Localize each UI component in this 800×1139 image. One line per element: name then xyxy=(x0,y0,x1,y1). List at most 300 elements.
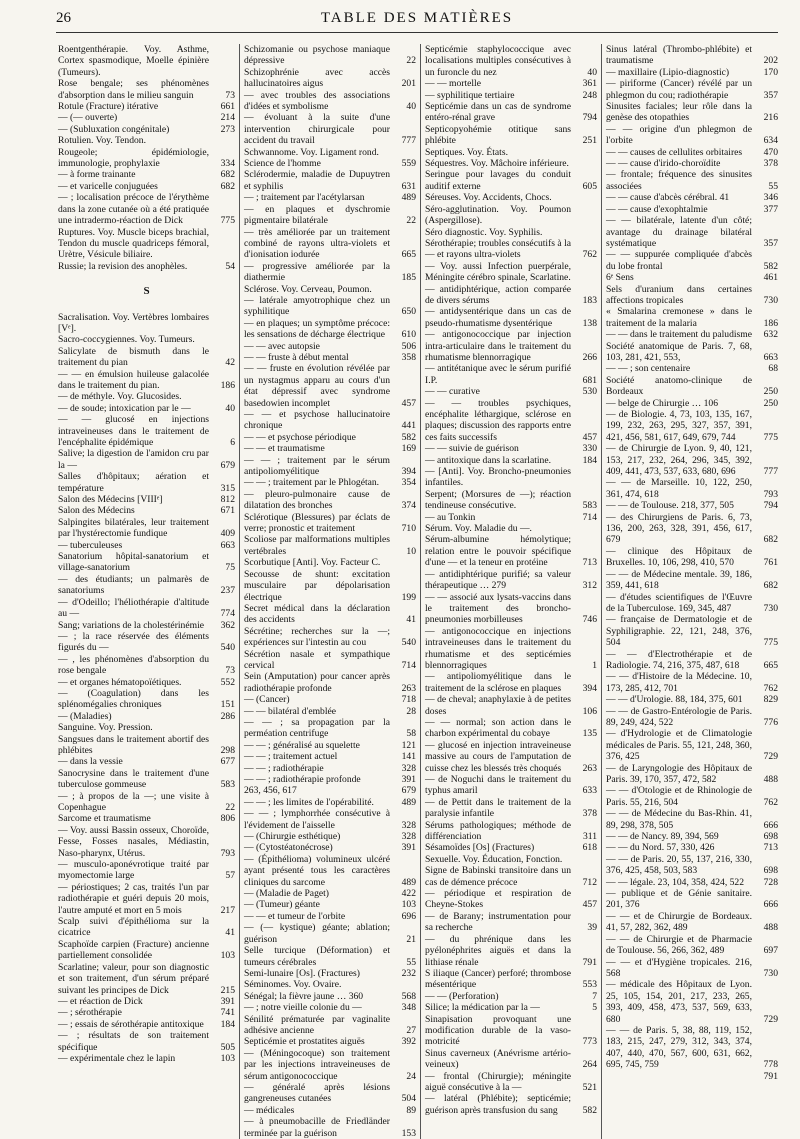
index-entry xyxy=(58,734,235,757)
index-entry xyxy=(58,471,235,494)
index-entry xyxy=(58,825,235,859)
index-entry xyxy=(244,67,416,90)
index-entry-text: — médicale des Hôpitaux de Lyon. 25, 105, 154, 201, 217, 233, 265, 393, 409, 458, 473, 537, 569, 633, 680 xyxy=(606,979,752,1025)
index-entry-text: — très améliorée par un traitement combiné de rayons ultra-violets et d'ionisation iodurée xyxy=(244,226,390,261)
index-entry-text: — Voy. aussi Bassin osseux, Choroïde, Fesse, Fosses nasales, Médiastin, Naso-pharynx, Utérus. xyxy=(58,824,209,859)
index-entry xyxy=(58,540,235,551)
index-entry xyxy=(244,717,416,740)
index-entry-text: Rotulien. Voy. Tendon. xyxy=(58,135,146,147)
index-entry-text: Sanguine. Voy. Pression. xyxy=(58,722,153,734)
index-entry-text: Scalp suivi d'épithélioma sur la cicatrice xyxy=(58,916,209,939)
index-entry xyxy=(244,512,416,535)
index-entry-text: Sécrétine; recherches sur la —; expériences sur l'intestin au cou xyxy=(244,625,390,649)
index-entry-text: — antipoliomyélitique dans le traitement de la sclérose en plaques xyxy=(425,671,571,694)
index-entry-text: — au Tonkin xyxy=(425,511,476,523)
index-entry-text: Sérums pathologiques; méthode de différenciation xyxy=(425,819,571,843)
index-entry-text: — antidiphtérique, action comparée de divers sérums xyxy=(425,283,571,306)
index-entry-page: 778 xyxy=(763,1059,778,1071)
index-entry-text: — latéral (Phlébite); septicémie; guérison après transfusion du sang xyxy=(425,1093,571,1116)
index-entry-text: — ; la race réservée des éléments figurés du — xyxy=(58,630,209,654)
index-entry-page: 661 xyxy=(220,101,235,113)
index-entry xyxy=(58,631,235,654)
index-entry xyxy=(244,569,416,603)
index-entry xyxy=(58,169,235,180)
index-entry xyxy=(58,448,235,471)
index-entry-text: — musculo-aponévrotique traité par myomectomie large xyxy=(58,859,209,882)
index-entry-text: Science de l'homme xyxy=(244,158,321,170)
index-entry-text: — — ; généralisé au squelette xyxy=(244,739,360,751)
index-entry-text: — latérale amyotrophique chez un syphilitique xyxy=(244,294,390,318)
index-entry xyxy=(606,272,778,283)
index-entry-text: — à pneumobacille de Friedländer terminée par la guérison xyxy=(244,1116,390,1139)
index-entry-page: 665 xyxy=(401,249,416,261)
index-entry xyxy=(606,911,778,934)
index-entry xyxy=(606,728,778,762)
index-entry xyxy=(244,261,416,284)
index-entry xyxy=(425,1014,597,1048)
index-entry-text: — (Maladie de Paget) xyxy=(244,888,329,900)
index-entry-text: Sanocrysine dans le traitement d'une tuberculose gommeuse xyxy=(58,767,209,791)
index-entry-text: — de Laryngologie des Hôpitaux de Paris. 39, 170, 357, 472, 582 xyxy=(606,762,752,785)
index-entry xyxy=(58,654,235,677)
index-entry xyxy=(58,962,235,996)
index-entry-text: — — et tumeur de l'orbite xyxy=(244,910,346,922)
index-entry-text: — — en émulsion huileuse galacolée dans le traitement du pian. xyxy=(58,368,209,391)
index-entry-text: — — cause d'irido-choroïdite xyxy=(606,158,721,170)
index-entry xyxy=(58,517,235,540)
index-entry xyxy=(244,831,416,842)
index-entry-page: 250 xyxy=(763,397,778,409)
index-entry xyxy=(425,534,597,568)
index-entry-page: 762 xyxy=(763,796,778,808)
index-entry xyxy=(244,842,416,853)
index-entry-page: 775 xyxy=(763,431,778,443)
index-entry-text: — ; localisation précoce de l'érythème dans la zone cutanée où a été pratiquée une intradermo-réaction de Dick xyxy=(58,192,209,227)
index-entry-page: 713 xyxy=(582,557,597,569)
index-entry xyxy=(606,249,778,272)
index-entry-text: Salpingites bilatérales, leur traitement par l'hystérectomie fundique xyxy=(58,516,209,540)
index-entry xyxy=(244,797,416,808)
index-entry-page: 671 xyxy=(220,505,235,517)
index-entry-text: Sécrétion nasale et sympathique cervical xyxy=(244,648,390,671)
index-entry-page: 605 xyxy=(582,180,597,192)
index-entry xyxy=(425,626,597,672)
index-entry xyxy=(425,169,597,192)
index-entry xyxy=(425,284,597,307)
index-entry-page: 698 xyxy=(763,831,778,843)
index-entry-text: Sénégal; la fièvre jaune … 360 xyxy=(244,990,364,1002)
index-entry xyxy=(425,329,597,363)
index-entry xyxy=(58,597,235,620)
index-entry-page: 374 xyxy=(401,500,416,512)
index-entry-text: Secousse de shunt: excitation musculaire par dépolarisation électrique xyxy=(244,568,390,603)
index-entry-page: 89 xyxy=(406,1104,416,1116)
index-entry-text: — belge de Chirurgie … 106 xyxy=(606,397,718,409)
index-entry xyxy=(606,979,778,1025)
index-entry-text: — — (Perforation) xyxy=(425,990,499,1002)
index-entry-page: 696 xyxy=(401,910,416,922)
index-entry-page: 24 xyxy=(406,1070,416,1082)
index-entry-page: 470 xyxy=(763,146,778,158)
index-entry-page: 362 xyxy=(220,619,235,631)
index-entry-page: 42 xyxy=(225,357,235,369)
index-entry xyxy=(58,505,235,516)
index-entry-text: — maxillaire (Lipio-diagnostic) xyxy=(606,66,730,78)
index-entry-text: S iliaque (Cancer) perforé; thrombose mésentérique xyxy=(425,967,571,991)
index-entry-text: Ruptures. Voy. Muscle biceps brachial, Tendon du muscle quadriceps fémoral, Urètre, Vésicule biliaire. xyxy=(58,226,209,261)
index-entry xyxy=(425,90,597,101)
index-entry-page: 582 xyxy=(582,1104,597,1116)
index-entry xyxy=(58,688,235,711)
index-entry-text: Sacralisation. Voy. Vertèbres lombaires [Vᵉ]. xyxy=(58,311,209,334)
index-entry xyxy=(606,614,778,648)
index-entry-text: — expérimentale chez le lapin xyxy=(58,1052,176,1064)
index-entry xyxy=(425,968,597,991)
index-entry-text: 6ᵉ Sens xyxy=(606,272,634,284)
index-entry-page: 153 xyxy=(401,1127,416,1139)
index-entry xyxy=(425,854,597,865)
index-entry xyxy=(58,369,235,392)
index-entry-text: Sarcome et traumatisme xyxy=(58,813,151,825)
index-entry-page: 582 xyxy=(401,431,416,443)
index-entry xyxy=(244,489,416,512)
index-entry-text: — — d'Urologie. 88, 184, 375, 601 xyxy=(606,694,743,706)
index-entry xyxy=(425,934,597,968)
index-entry xyxy=(58,1053,235,1064)
index-entry-page: 741 xyxy=(220,1007,235,1019)
index-entry-text: — — cause d'exophtalmie xyxy=(606,203,708,215)
index-entry xyxy=(425,192,597,203)
index-entry-text: Serpent; (Morsures de —); réaction tendineuse consécutive. xyxy=(425,488,571,512)
index-entry xyxy=(244,1014,416,1037)
index-entry-text: — — de Gastro-Entérologie de Paris. 89, 249, 424, 522 xyxy=(606,705,752,728)
index-entry xyxy=(244,204,416,227)
index-entry-page: 521 xyxy=(582,1081,597,1093)
index-entry-text: — — glucosé en injections intraveineuses dans le traitement de l'encéphalite épidémique xyxy=(58,414,209,448)
index-entry-text: — — associé aux lysats-vaccins dans le traitement des broncho-pneumonies morbilleuses xyxy=(425,591,571,626)
index-entry xyxy=(58,882,235,916)
index-columns xyxy=(58,44,782,1139)
index-entry-page: 488 xyxy=(763,774,778,785)
index-entry xyxy=(244,785,416,796)
index-entry-text: — d'études scientifiques de l'Œuvre de la Tuberculose. 169, 345, 487 xyxy=(606,591,752,614)
index-entry-text: — de Biologie. 4, 73, 103, 135, 167, 199, 232, 263, 295, 327, 357, 391, 421, 456, 581, 617, 649, 679, 744 xyxy=(606,409,752,443)
index-entry-text: Schwannome. Voy. Ligament rond. xyxy=(244,146,379,158)
index-entry-text: Séro-agglutination. Voy. Poumon (Aspergillose). xyxy=(425,203,571,227)
index-entry-page: 75 xyxy=(225,562,235,574)
index-entry-text: — des étudiants; un palmarès de sanatoriums xyxy=(58,573,209,597)
index-entry-page: 457 xyxy=(582,431,597,443)
index-entry-page: 663 xyxy=(763,351,778,363)
index-entry-text: — — ; les limites de l'opérabilité. xyxy=(244,796,374,808)
index-entry xyxy=(425,717,597,740)
index-entry xyxy=(244,774,416,785)
index-entry xyxy=(606,477,778,500)
index-entry-page: 273 xyxy=(220,123,235,135)
index-entry-page: 631 xyxy=(401,180,416,192)
index-entry-text: — — de Nancy. 89, 394, 569 xyxy=(606,831,719,843)
index-entry xyxy=(425,671,597,694)
index-entry xyxy=(244,534,416,557)
index-entry-text: Scorbutique [Anti]. Voy. Facteur C. xyxy=(244,557,381,569)
index-entry xyxy=(425,238,597,261)
index-entry-text: — frontal (Chirurgie); méningite aiguë consécutive à la — xyxy=(425,1070,571,1093)
index-entry-text: — — bilatérale, latente d'un côté; avantage du drainage bilatéral systématique xyxy=(606,215,752,249)
index-entry xyxy=(425,911,597,934)
index-entry-text: — et varicelle conjuguées xyxy=(58,180,158,192)
index-entry-text: — et organes hématopoïétiques. xyxy=(58,676,182,688)
index-entry xyxy=(244,922,416,945)
index-entry-page: 151 xyxy=(220,699,235,711)
index-entry xyxy=(244,763,416,774)
index-entry-page: 457 xyxy=(401,397,416,409)
index-entry xyxy=(606,192,778,203)
index-entry-page: 777 xyxy=(401,135,416,147)
index-entry-page: 41 xyxy=(225,927,235,939)
index-entry-page: 135 xyxy=(582,728,597,740)
index-entry xyxy=(606,443,778,477)
index-column-2 xyxy=(239,44,420,1139)
index-entry-page: 361 xyxy=(582,78,597,90)
index-column-1 xyxy=(58,44,239,1139)
index-entry-page: 199 xyxy=(401,591,416,603)
index-entry xyxy=(58,551,235,574)
index-entry-page: 682 xyxy=(763,534,778,546)
index-entry-text: — — de Médecine du Bas-Rhin. 41, 89, 298, 378, 505 xyxy=(606,808,752,831)
index-entry-text: Sinusites faciales; leur rôle dans la genèse des otopathies xyxy=(606,101,752,124)
index-entry xyxy=(244,1036,416,1047)
index-entry-text: — — de Toulouse. 218, 377, 505 xyxy=(606,500,734,512)
index-entry xyxy=(58,135,235,146)
index-entry xyxy=(244,945,416,968)
index-entry-text: Seringue pour lavages du conduit auditif externe xyxy=(425,169,571,192)
index-entry-text: — avec troubles des associations d'idées et symbolisme xyxy=(244,89,390,113)
index-entry xyxy=(244,888,416,899)
index-entry-text: — frontale; fréquence des sinusites associées xyxy=(606,169,752,192)
index-entry-page: 681 xyxy=(582,374,597,386)
index-entry-page: 103 xyxy=(220,950,235,962)
index-entry-page: 391 xyxy=(220,995,235,1007)
index-entry xyxy=(244,44,416,67)
index-entry-text: Selle turcique (Déformation) et tumeurs cérébrales xyxy=(244,945,390,968)
index-entry xyxy=(244,352,416,363)
index-entry-page: 583 xyxy=(582,500,597,512)
index-entry xyxy=(606,1071,778,1082)
index-entry xyxy=(244,649,416,672)
index-entry-text: — — et psychose hallucinatoire chronique xyxy=(244,409,390,432)
index-entry xyxy=(606,671,778,694)
index-entry xyxy=(606,569,778,592)
index-entry-text: Sacro-coccygiennes. Voy. Tumeurs. xyxy=(58,334,195,346)
index-entry-page: 22 xyxy=(406,55,416,67)
index-entry-page: 679 xyxy=(220,459,235,471)
index-entry-text: — (Cancer) xyxy=(244,694,290,706)
index-entry-text: Sérum-albumine hémolytique; relation entre le pouvoir spécifique d'une — et la teneur en protéine xyxy=(425,534,571,569)
index-entry-page: 666 xyxy=(763,899,778,911)
index-entry-page: 677 xyxy=(220,756,235,768)
index-entry xyxy=(425,694,597,717)
index-entry-text: — syphilitique tertiaire xyxy=(425,89,515,101)
index-entry-text: — dans la vessie xyxy=(58,756,123,768)
index-entry-text: — — d'Histoire de la Médecine. 10, 173, 285, 412, 701 xyxy=(606,671,752,694)
index-entry-text: — antidiphtérique purifié; sa valeur thérapeutique … 279 xyxy=(425,568,571,592)
index-entry-text: Sangsues dans le traitement abortif des phlébites xyxy=(58,733,209,756)
index-entry-text: Sinus caverneux (Anévrisme artério-veineux) xyxy=(425,1047,571,1071)
index-entry-text: — (Subluxation congénitale) xyxy=(58,123,170,135)
index-entry-text: Sclérotique (Blessures) par éclats de verre; pronostic et traitement xyxy=(244,511,390,535)
index-entry-text: — d'Odeillo; l'héliothérapie d'altitude au — xyxy=(58,596,209,620)
index-entry-text: — glucosé en injection intraveineuse massive au cours de l'amputation de cuisse chez les blessés très choqués xyxy=(425,739,571,774)
index-entry-text: Sérum. Voy. Maladie du —. xyxy=(425,523,532,535)
index-entry xyxy=(58,494,235,505)
index-entry-page: 57 xyxy=(225,870,235,882)
index-entry-page: 216 xyxy=(763,112,778,124)
index-column-3 xyxy=(420,44,601,1139)
index-entry-page: 679 xyxy=(401,785,416,797)
index-entry-page: 170 xyxy=(763,66,778,78)
index-entry xyxy=(58,147,235,170)
index-entry-text: Schizophrénie avec accès hallucinatoires aigus xyxy=(244,66,390,90)
index-entry-text: Séquestres. Voy. Mâchoire inférieure. xyxy=(425,158,569,170)
index-entry-page: 633 xyxy=(582,785,597,797)
index-entry-page: 812 xyxy=(220,494,235,506)
index-entry-page: 330 xyxy=(582,443,597,455)
index-entry xyxy=(425,865,597,888)
index-entry-page: 489 xyxy=(401,192,416,204)
index-entry-text: — — ; radiothérapie profonde xyxy=(244,774,361,785)
index-entry-text: — — mortelle xyxy=(425,78,481,90)
index-entry-page: 40 xyxy=(587,66,597,78)
index-entry xyxy=(425,455,597,466)
index-entry xyxy=(244,169,416,192)
index-entry xyxy=(244,192,416,203)
index-entry xyxy=(606,854,778,877)
index-entry xyxy=(425,512,597,523)
index-entry xyxy=(606,44,778,67)
index-entry-text: Sclérose. Voy. Cerveau, Poumon. xyxy=(244,283,372,295)
index-entry xyxy=(58,1030,235,1053)
index-entry-text: — — fruste à début mental xyxy=(244,351,349,363)
index-entry-page: 184 xyxy=(220,1018,235,1030)
index-entry-page: 457 xyxy=(582,899,597,911)
index-entry xyxy=(244,1116,416,1139)
index-entry-page: 73 xyxy=(225,89,235,101)
index-entry xyxy=(425,489,597,512)
index-entry-page: 328 xyxy=(401,762,416,774)
index-entry-page: 774 xyxy=(220,608,235,620)
index-entry-text: — tuberculeuses xyxy=(58,539,123,551)
index-entry xyxy=(425,1048,597,1071)
index-entry-text: — — du Nord. 57, 330, 426 xyxy=(606,842,715,854)
index-entry-text: — — normal; son action dans le charbon expérimental du cobaye xyxy=(425,716,571,740)
index-entry-text: — , les phénomènes d'absorption du rose bengale xyxy=(58,653,209,677)
index-entry-page: 214 xyxy=(220,112,235,124)
index-entry-text: — ; notre vieille colonie du — xyxy=(244,1002,362,1014)
index-entry xyxy=(425,363,597,386)
index-entry xyxy=(606,375,778,398)
index-entry-page: 489 xyxy=(401,796,416,808)
index-entry-page: 488 xyxy=(763,922,778,934)
index-entry xyxy=(606,215,778,249)
index-entry xyxy=(244,455,416,478)
index-entry-page: 106 xyxy=(582,705,597,717)
index-entry-text: « Smalarina cremonese » dans le traitement de la malaria xyxy=(606,306,752,329)
index-entry xyxy=(58,312,235,335)
index-entry xyxy=(244,751,416,762)
index-entry xyxy=(244,1002,416,1013)
index-entry-text: Septicémie dans un cas de syndrome entéro-rénal grave xyxy=(425,101,571,124)
index-entry xyxy=(58,112,235,123)
index-entry xyxy=(244,284,416,295)
index-entry-page: 202 xyxy=(763,55,778,67)
index-entry-page: 185 xyxy=(401,272,416,284)
index-entry-page: 775 xyxy=(763,637,778,649)
index-entry-text: — (— ouverte) xyxy=(58,112,118,124)
index-entry-page: 217 xyxy=(220,904,235,916)
index-entry xyxy=(58,44,235,78)
index-entry xyxy=(425,261,597,284)
index-entry-text: — de Chirurgie de Lyon. 9, 40, 121, 153, 217, 232, 264, 296, 345, 392, 409, 441, 473, 537, 633, 680, 696 xyxy=(606,443,752,478)
index-entry-page: 791 xyxy=(763,1070,778,1082)
index-entry-page: 328 xyxy=(401,831,416,843)
index-entry-text: — en plaques et dyschromie pigmentaire bilatérale xyxy=(244,203,390,227)
index-entry-page: 186 xyxy=(763,317,778,329)
index-entry xyxy=(606,341,778,364)
index-entry-page: 358 xyxy=(401,351,416,363)
index-entry xyxy=(606,592,778,615)
index-entry-page: 409 xyxy=(220,528,235,540)
index-entry-page: 40 xyxy=(225,402,235,414)
index-entry-text: — — légale. 23, 104, 358, 424, 522 xyxy=(606,876,745,888)
index-entry-page: 248 xyxy=(582,89,597,101)
index-entry-text: — évoluant à la suite d'une intervention chirurgicale pour accident du travail xyxy=(244,112,390,147)
index-entry-text: — — et d'Hygiène tropicales. 216, 568 xyxy=(606,956,752,979)
index-entry-text: Septicémie et prostatites aiguës xyxy=(244,1036,365,1048)
index-entry xyxy=(606,842,778,853)
index-entry xyxy=(58,124,235,135)
index-entry-page: 55 xyxy=(406,956,416,968)
section-letter xyxy=(58,286,235,297)
index-entry-text: — d'Hydrologie et de Climatologie médicales de Paris. 55, 121, 248, 360, 376, 425 xyxy=(606,728,752,763)
index-entry xyxy=(58,78,235,101)
index-entry xyxy=(58,996,235,1007)
index-entry-page: 22 xyxy=(406,215,416,227)
running-header xyxy=(56,8,778,33)
index-entry-text: Sels d'uranium dans certaines affections tropicales xyxy=(606,283,752,306)
index-entry xyxy=(606,512,778,546)
index-entry-text: Semi-lunaire [Os]. (Fractures) xyxy=(244,967,360,979)
index-entry-page: 489 xyxy=(401,876,416,888)
index-entry-page: 710 xyxy=(401,523,416,535)
index-entry xyxy=(425,820,597,843)
index-entry-page: 27 xyxy=(406,1024,416,1036)
index-entry xyxy=(244,112,416,146)
index-entry xyxy=(244,341,416,352)
index-entry-text: Salon des Médecins [VIIIᵉ] xyxy=(58,494,163,506)
index-entry-text: Sein (Amputation) pour cancer après radiothérapie profonde xyxy=(244,671,390,694)
index-entry-page: 663 xyxy=(220,539,235,551)
index-entry-text: — — de Paris. 20, 55, 137, 216, 330, 376, 425, 458, 503, 583 xyxy=(606,853,752,877)
index-entry-text: — antigonococcique par injection intra-articulaire dans le traitement du rhumatisme blennorragique xyxy=(425,329,571,363)
index-entry-page: 559 xyxy=(401,158,416,170)
index-entry-page: 311 xyxy=(582,831,597,843)
index-entry-text: Signe de Babinski transitoire dans un cas de démence précoce xyxy=(425,865,571,888)
index-entry-text: Sérothérapie; troubles consécutifs à la — et rayons ultra-violets xyxy=(425,237,571,261)
index-entry-text: — périostiques; 2 cas, traités l'un par radiothérapie et guéri depuis 20 mois, l'autre amputé et mort en 5 mois xyxy=(58,881,209,916)
index-entry-page: 504 xyxy=(401,1093,416,1105)
index-entry xyxy=(425,740,597,774)
index-entry-page: 697 xyxy=(763,945,778,957)
